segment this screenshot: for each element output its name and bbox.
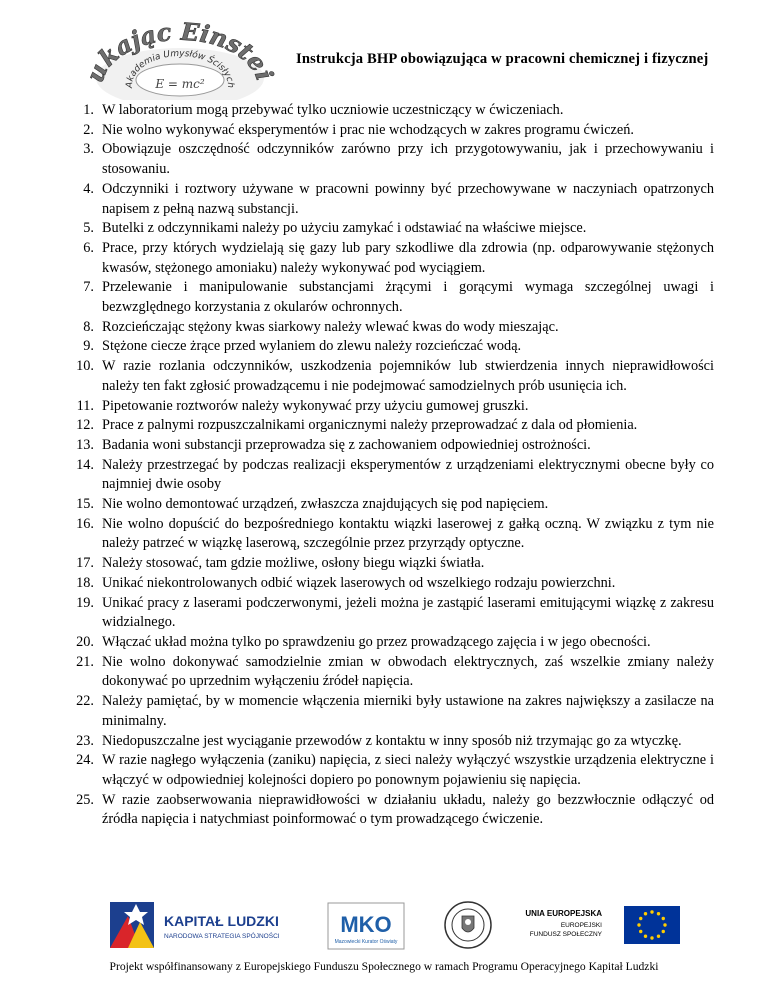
rule-text: Odczynniki i roztwory używane w pracowni powinny być przechowywane w naczyniach opatrzonych napisem z pełną nazwą substancji. (102, 180, 714, 217)
kl-title: KAPITAŁ LUDZKI (164, 913, 279, 929)
rule-item (66, 416, 714, 436)
kl-subtitle: NARODOWA STRATEGIA SPÓJNOŚCI (164, 933, 280, 940)
rule-number: 14. (76, 456, 94, 473)
szukajac-einsteina-logo (80, 18, 280, 100)
eu-star-icon (657, 935, 660, 938)
ue-line2: FUNDUSZ SPOŁECZNY (529, 931, 602, 938)
rule-text: Badania woni substancji przeprowadza się z zachowaniem odpowiedniej ostrożności. (102, 436, 591, 453)
rules-list (66, 101, 714, 830)
rule-item (66, 436, 714, 456)
rule-item (66, 318, 714, 338)
rule-item (66, 692, 714, 731)
rule-number: 9. (83, 338, 94, 355)
rule-number: 5. (83, 220, 94, 237)
rule-text: Unikać pracy z laserami podczerwonymi, jeżeli można je zastąpić laserami emitującymi wiązkę z zakresu widzialnego. (102, 594, 714, 631)
rule-number: 4. (83, 180, 94, 197)
rule-number: 24. (76, 752, 94, 769)
eu-star-icon (662, 917, 665, 920)
eu-star-icon (637, 923, 640, 926)
rule-number: 23. (76, 732, 94, 749)
eu-star-icon (639, 930, 642, 933)
eu-star-icon (650, 910, 653, 913)
rule-item (66, 239, 714, 278)
eu-star-icon (650, 936, 653, 939)
logo-formula: E = mc² (155, 77, 205, 91)
rule-text: W laboratorium mogą przebywać tylko uczniowie uczestniczący w ćwiczeniach. (102, 102, 564, 118)
rule-text: Obowiązuje oszczędność odczynników zarówno przy ich przygotowywaniu, jak i przechowywaniu i stosowaniu. (102, 141, 714, 178)
rule-text: Nie wolno dopuścić do bezpośredniego kontaktu wiązki laserowej z gałką oczną. W związku z tym nie należy patrzeć w wiązkę laserową, szczególnie przez przyrządy optyczne. (102, 515, 714, 552)
rule-text: Należy przestrzegać by podczas realizacji eksperymentów z urządzeniami elektrycznymi obecne były co najmniej dwie osoby (102, 456, 714, 493)
rule-item (66, 121, 714, 141)
rule-number: 18. (76, 574, 94, 591)
rule-number: 19. (76, 594, 94, 611)
rule-number: 21. (76, 653, 94, 670)
rule-text: W razie zaobserwowania nieprawidłowości w działaniu układu, należy go bezzwłocznie odłączyć od źródła napięcia i natychmiast poinformować o tym prowadzącego ćwiczenie. (102, 791, 714, 828)
eu-star-icon (644, 912, 647, 915)
rule-item (66, 732, 714, 752)
rule-text: Nie wolno demontować urządzeń, zwłaszcza znajdujących się pod napięciem. (102, 496, 549, 513)
rule-text: Prace z palnymi rozpuszczalnikami organicznymi należy przeprowadzać z dala od płomienia. (102, 417, 638, 434)
rule-number: 20. (76, 633, 94, 650)
rule-number: 10. (76, 358, 94, 375)
footer-logos (0, 900, 768, 950)
rule-text: Rozcieńczając stężony kwas siarkowy należy wlewać kwas do wody mieszając. (102, 318, 559, 335)
rule-text: Należy stosować, tam gdzie możliwe, osłony biegu wiązki światła. (102, 555, 485, 572)
rule-text: Nie wolno wykonywać eksperymentów i prac nie wchodzących w zakres programu ćwiczeń. (102, 121, 634, 138)
rule-number: 1. (83, 102, 94, 118)
school-seal-icon (443, 900, 493, 950)
rule-item (66, 140, 714, 179)
eu-star-icon (644, 935, 647, 938)
rule-number: 11. (76, 397, 94, 414)
rule-number: 2. (83, 121, 94, 138)
rule-number: 13. (76, 436, 94, 453)
rule-item (66, 653, 714, 692)
rule-text: W razie rozlania odczynników, uszkodzenia pojemników lub stwierdzenia innych nieprawidłowości należy ten fakt zgłosić prowadzącemu i nie podejmować samodzielnych prób usunięcia ich. (102, 358, 714, 394)
rule-item (66, 337, 714, 357)
rule-item (66, 278, 714, 317)
rule-item (66, 101, 714, 121)
rule-item (66, 554, 714, 574)
rule-text: Butelki z odczynnikami należy po użyciu zamykać i odstawiać na właściwe miejsce. (102, 220, 587, 237)
rule-number: 15. (76, 496, 94, 513)
eu-star-icon (639, 917, 642, 920)
footer-note: Projekt współfinansowany z Europejskiego Funduszu Społecznego w ramach Programu Operacyjnego Kapitał Ludzki (109, 960, 659, 973)
rule-text: W razie nagłego wyłączenia (zaniku) napięcia, z sieci należy wyłączyć wszystkie urządzenia elektryczne i włączyć w odpowiedniej kolejności dopiero po ponownym pojawieniu się napięcia. (102, 752, 714, 788)
rule-item (66, 180, 714, 219)
eu-star-icon (657, 912, 660, 915)
rule-item (66, 633, 714, 653)
rule-text: Stężone ciecze żrące przed wylaniem do zlewu należy rozcieńczać wodą. (102, 338, 522, 355)
mko-letters: MKO (340, 912, 392, 937)
rule-number: 12. (76, 417, 94, 434)
rule-text: Przelewanie i manipulowanie substancjami żrącymi i gorącymi wymaga szczególnej uwagi i bezwzględnego korzystania z okularów ochronnych. (102, 279, 714, 316)
rule-number: 16. (76, 515, 94, 532)
rule-text: Niedopuszczalne jest wyciąganie przewodów z kontaktu w inny sposób niż trzymając go za wtyczkę. (102, 732, 682, 749)
rule-item (66, 574, 714, 594)
logo-inner-text: Akademia Umysłów Ścisłych (124, 48, 236, 89)
rule-text: Pipetowanie roztworów należy wykonywać przy użyciu gumowej gruszki. (102, 397, 529, 414)
rule-text: Włączać układ można tylko po sprawdzeniu go przez prowadzącego zajęcia i w jego obecności. (102, 633, 651, 650)
rule-text: Należy pamiętać, by w momencie włączenia mierniki były ustawione na zakres największy a zasilacze na minimalny. (102, 693, 714, 729)
rule-text: Nie wolno dokonywać samodzielnie zmian w obwodach elektrycznych, zaś wszelkie zmiany należy dokonywać po uprzednim wyłączeniu źródeł napięcia. (102, 653, 714, 690)
rule-item (66, 456, 714, 495)
rule-item (66, 219, 714, 239)
mko-caption: Mazowiecki Kurator Oświaty (334, 939, 398, 945)
rule-item (66, 397, 714, 417)
document-title: Instrukcja BHP obowiązująca w pracowni chemicznej i fizycznej (296, 51, 709, 67)
unia-europejska-logo (525, 902, 686, 948)
rule-item (66, 751, 714, 790)
eu-star-icon (662, 930, 665, 933)
rule-number: 22. (76, 693, 94, 710)
rule-item (66, 791, 714, 830)
kapital-ludzki-logo (110, 902, 280, 950)
mko-logo (327, 902, 405, 950)
rule-number: 7. (83, 279, 94, 296)
rule-number: 6. (83, 239, 94, 256)
rule-text: Prace, przy których wydzielają się gazy lub pary szkodliwe dla zdrowia (np. odparowywanie stężonych kwasów, stężonego amoniaku) należy wykonywać pod wyciągiem. (102, 239, 714, 276)
ue-title: UNIA EUROPEJSKA (525, 909, 602, 918)
ue-line1: EUROPEJSKI (560, 922, 602, 929)
logo-arc-text: ukając Einstei (80, 18, 280, 87)
rule-item (66, 357, 714, 396)
rule-number: 3. (83, 141, 94, 158)
rule-text: Unikać niekontrolowanych odbić wiązek laserowych od wszelkiego rodzaju powierzchni. (102, 574, 616, 591)
rule-number: 17. (76, 555, 94, 572)
rule-number: 25. (76, 791, 94, 808)
rule-item (66, 515, 714, 554)
rule-item (66, 495, 714, 515)
rule-item (66, 594, 714, 633)
eu-star-icon (663, 923, 666, 926)
rule-number: 8. (83, 318, 94, 335)
